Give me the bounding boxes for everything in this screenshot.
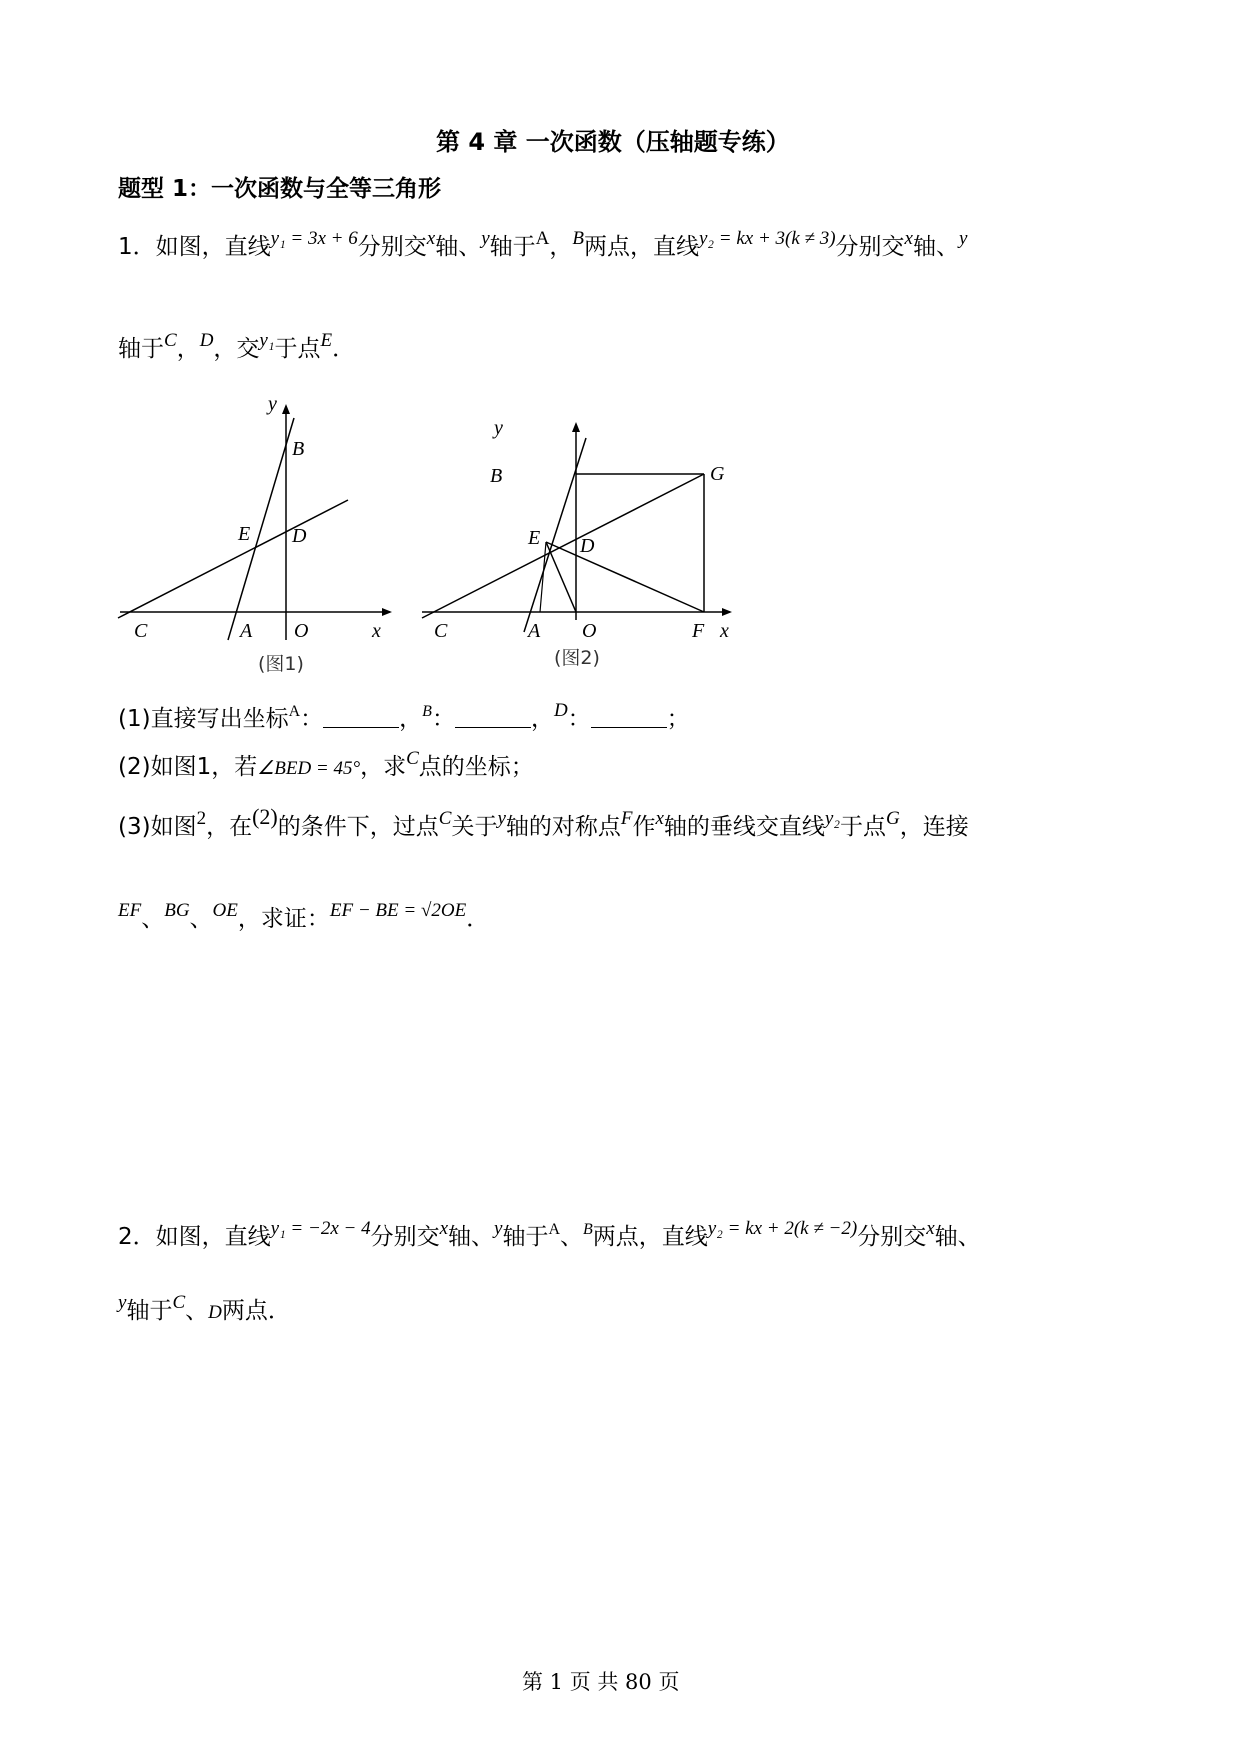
part3-G: G xyxy=(885,808,900,829)
q1-text: 分别交 xyxy=(357,234,427,260)
q1-line-1 xyxy=(118,228,967,261)
part3-C: C xyxy=(438,808,452,829)
part3-equation: EF − BE = √2OE xyxy=(329,900,467,921)
fig2-label-G: G xyxy=(710,463,725,485)
fig1-label-D: D xyxy=(292,525,307,547)
fig1-label-x: x xyxy=(372,620,381,642)
q2-text: 分别交 xyxy=(370,1224,440,1250)
part1-A: A xyxy=(288,703,301,720)
fig2-label-C: C xyxy=(434,620,448,642)
part1-D: D xyxy=(553,700,568,721)
fig2-label-B: B xyxy=(490,465,503,487)
q1-x: x xyxy=(426,228,436,249)
q2-x: x xyxy=(926,1218,935,1239)
fig1-label-E: E xyxy=(238,523,251,545)
q2-x: x xyxy=(439,1218,449,1239)
fig1-label-C: C xyxy=(134,620,148,642)
q1-C: C xyxy=(164,330,177,351)
part2-C: C xyxy=(406,748,419,769)
q1-line-2 xyxy=(118,330,355,363)
q1-y: y xyxy=(481,228,490,249)
q2-number: 2．如图，直线 xyxy=(118,1224,271,1250)
q1-text: 轴、 xyxy=(912,234,959,260)
q1-D: D xyxy=(199,330,214,351)
part3-x: x xyxy=(655,808,664,829)
fig1-label-B: B xyxy=(292,438,305,460)
q2-sep: 、 xyxy=(185,1298,209,1324)
part3-fig: 2 xyxy=(196,808,207,829)
q1-x: x xyxy=(904,228,913,249)
fig1-line-y2 xyxy=(118,500,348,618)
part1-colon: ： xyxy=(300,706,324,732)
q2-y: y xyxy=(494,1218,503,1239)
part1-B: B xyxy=(422,703,432,720)
fig2-caption: (图2) xyxy=(554,647,600,669)
fig2-x-arrow xyxy=(722,608,732,616)
q1-text: 轴于 xyxy=(118,336,164,362)
part2-angle: ∠BED = 45° xyxy=(257,758,361,779)
q2-eq2: y₂ = kx + 2(k ≠ −2) xyxy=(707,1218,858,1239)
figure-2 xyxy=(410,410,750,680)
fig1-label-A: A xyxy=(240,620,253,642)
answer-blank-B[interactable] xyxy=(455,707,531,728)
fig2-label-F: F xyxy=(692,620,705,642)
fig2-line-y2 xyxy=(422,474,704,618)
part3-EF: EF xyxy=(118,900,142,921)
part3-text: 轴的垂线交直线 xyxy=(663,814,825,840)
part1-comma: ， xyxy=(399,706,423,732)
q2-sep: 、 xyxy=(560,1224,584,1250)
fig1-label-y: y xyxy=(268,393,277,415)
q2-B: B xyxy=(583,1221,593,1238)
part1-text: (1)直接写出坐标 xyxy=(118,706,289,732)
q2-C: C xyxy=(172,1292,186,1313)
part1-colon: ： xyxy=(431,706,455,732)
q2-text: 轴、 xyxy=(934,1224,981,1250)
part2-text: 点的坐标； xyxy=(418,754,534,780)
part3-ref: (2) xyxy=(252,804,278,829)
q2-text: 轴于 xyxy=(502,1224,549,1250)
q1-eq1: y₁ = 3x + 6 xyxy=(270,228,358,249)
part3-text: 关于 xyxy=(451,814,498,840)
q1-text: 两点，直线 xyxy=(583,234,699,260)
part3-text: ，在 xyxy=(206,814,253,840)
q1-text: ，交 xyxy=(213,336,260,362)
figure-1 xyxy=(110,390,400,680)
q1-text: 于点 xyxy=(274,336,321,362)
q1-number: 1．如图，直线 xyxy=(118,234,271,260)
q2-line-1 xyxy=(118,1218,981,1251)
page-title: 第 4 章 一次函数（压轴题专练） xyxy=(436,128,790,156)
q2-text: 两点，直线 xyxy=(592,1224,708,1250)
part2-text: ，求 xyxy=(360,754,407,780)
page-footer: 第 1 页 共 80 页 xyxy=(522,1670,680,1694)
q2-text: 轴、 xyxy=(448,1224,495,1250)
answer-blank-A[interactable] xyxy=(323,707,399,728)
part3-y2: y₂ xyxy=(824,808,840,829)
part3-y: y xyxy=(497,808,506,829)
fig2-label-D: D xyxy=(580,535,595,557)
q1-text: 轴于 xyxy=(489,234,536,260)
part3-sep: 、 xyxy=(189,906,213,932)
fig1-label-O: O xyxy=(294,620,309,642)
fig2-y-arrow xyxy=(572,422,580,432)
q1-A: A xyxy=(535,228,550,249)
fig2-label-A: A xyxy=(528,620,541,642)
q1-text: 分别交 xyxy=(835,234,905,260)
q1-y1: y₁ xyxy=(259,330,275,351)
q1-part-1 xyxy=(118,700,690,733)
part1-colon: ： xyxy=(567,706,591,732)
q1-comma: ， xyxy=(549,234,573,260)
q2-y: y xyxy=(118,1292,127,1313)
q1-eq2: y₂ = kx + 3(k ≠ 3) xyxy=(698,228,836,249)
q2-A: A xyxy=(548,1221,561,1238)
q1-E: E xyxy=(320,330,333,351)
q2-D: D xyxy=(208,1302,222,1323)
q1-part-3-line-2 xyxy=(118,900,489,933)
part3-text: 于点 xyxy=(839,814,886,840)
part1-comma: ， xyxy=(530,706,554,732)
q2-text: 两点． xyxy=(221,1298,291,1324)
q1-comma: ， xyxy=(176,336,200,362)
fig1-y-arrow xyxy=(282,404,290,414)
part3-text: 的条件下，过点 xyxy=(277,814,439,840)
q1-part-3-line-1 xyxy=(118,804,969,841)
part3-F: F xyxy=(620,808,633,829)
q2-text: 轴于 xyxy=(126,1298,173,1324)
part3-text: ，连接 xyxy=(899,814,969,840)
part1-end: ； xyxy=(666,706,690,732)
fig2-label-O: O xyxy=(582,620,597,642)
fig2-segment-EF xyxy=(546,542,704,612)
section-heading: 题型 1：一次函数与全等三角形 xyxy=(118,176,442,202)
part2-text: (2)如图1，若 xyxy=(118,754,258,780)
q1-part-2 xyxy=(118,748,534,781)
q1-period: ． xyxy=(332,336,356,362)
part3-text: ，求证： xyxy=(237,906,330,932)
q1-y: y xyxy=(958,228,968,249)
q1-text: 轴、 xyxy=(435,234,482,260)
part3-text: (3)如图 xyxy=(118,814,197,840)
part3-BG: BG xyxy=(164,900,190,921)
fig2-label-E: E xyxy=(528,527,541,549)
q2-eq1: y₁ = −2x − 4 xyxy=(270,1218,371,1239)
fig2-label-x: x xyxy=(720,620,729,642)
part3-end: ． xyxy=(466,906,490,932)
answer-blank-D[interactable] xyxy=(591,707,667,728)
fig1-caption: (图1) xyxy=(258,653,304,675)
q2-line-2 xyxy=(118,1292,291,1325)
part3-OE: OE xyxy=(212,900,238,921)
fig1-x-arrow xyxy=(382,608,392,616)
q1-B: B xyxy=(572,228,584,249)
part3-text: 作 xyxy=(632,814,656,840)
q2-text: 分别交 xyxy=(857,1224,927,1250)
part3-text: 轴的对称点 xyxy=(505,814,621,840)
part3-sep: 、 xyxy=(141,906,165,932)
fig2-label-y: y xyxy=(494,417,503,439)
